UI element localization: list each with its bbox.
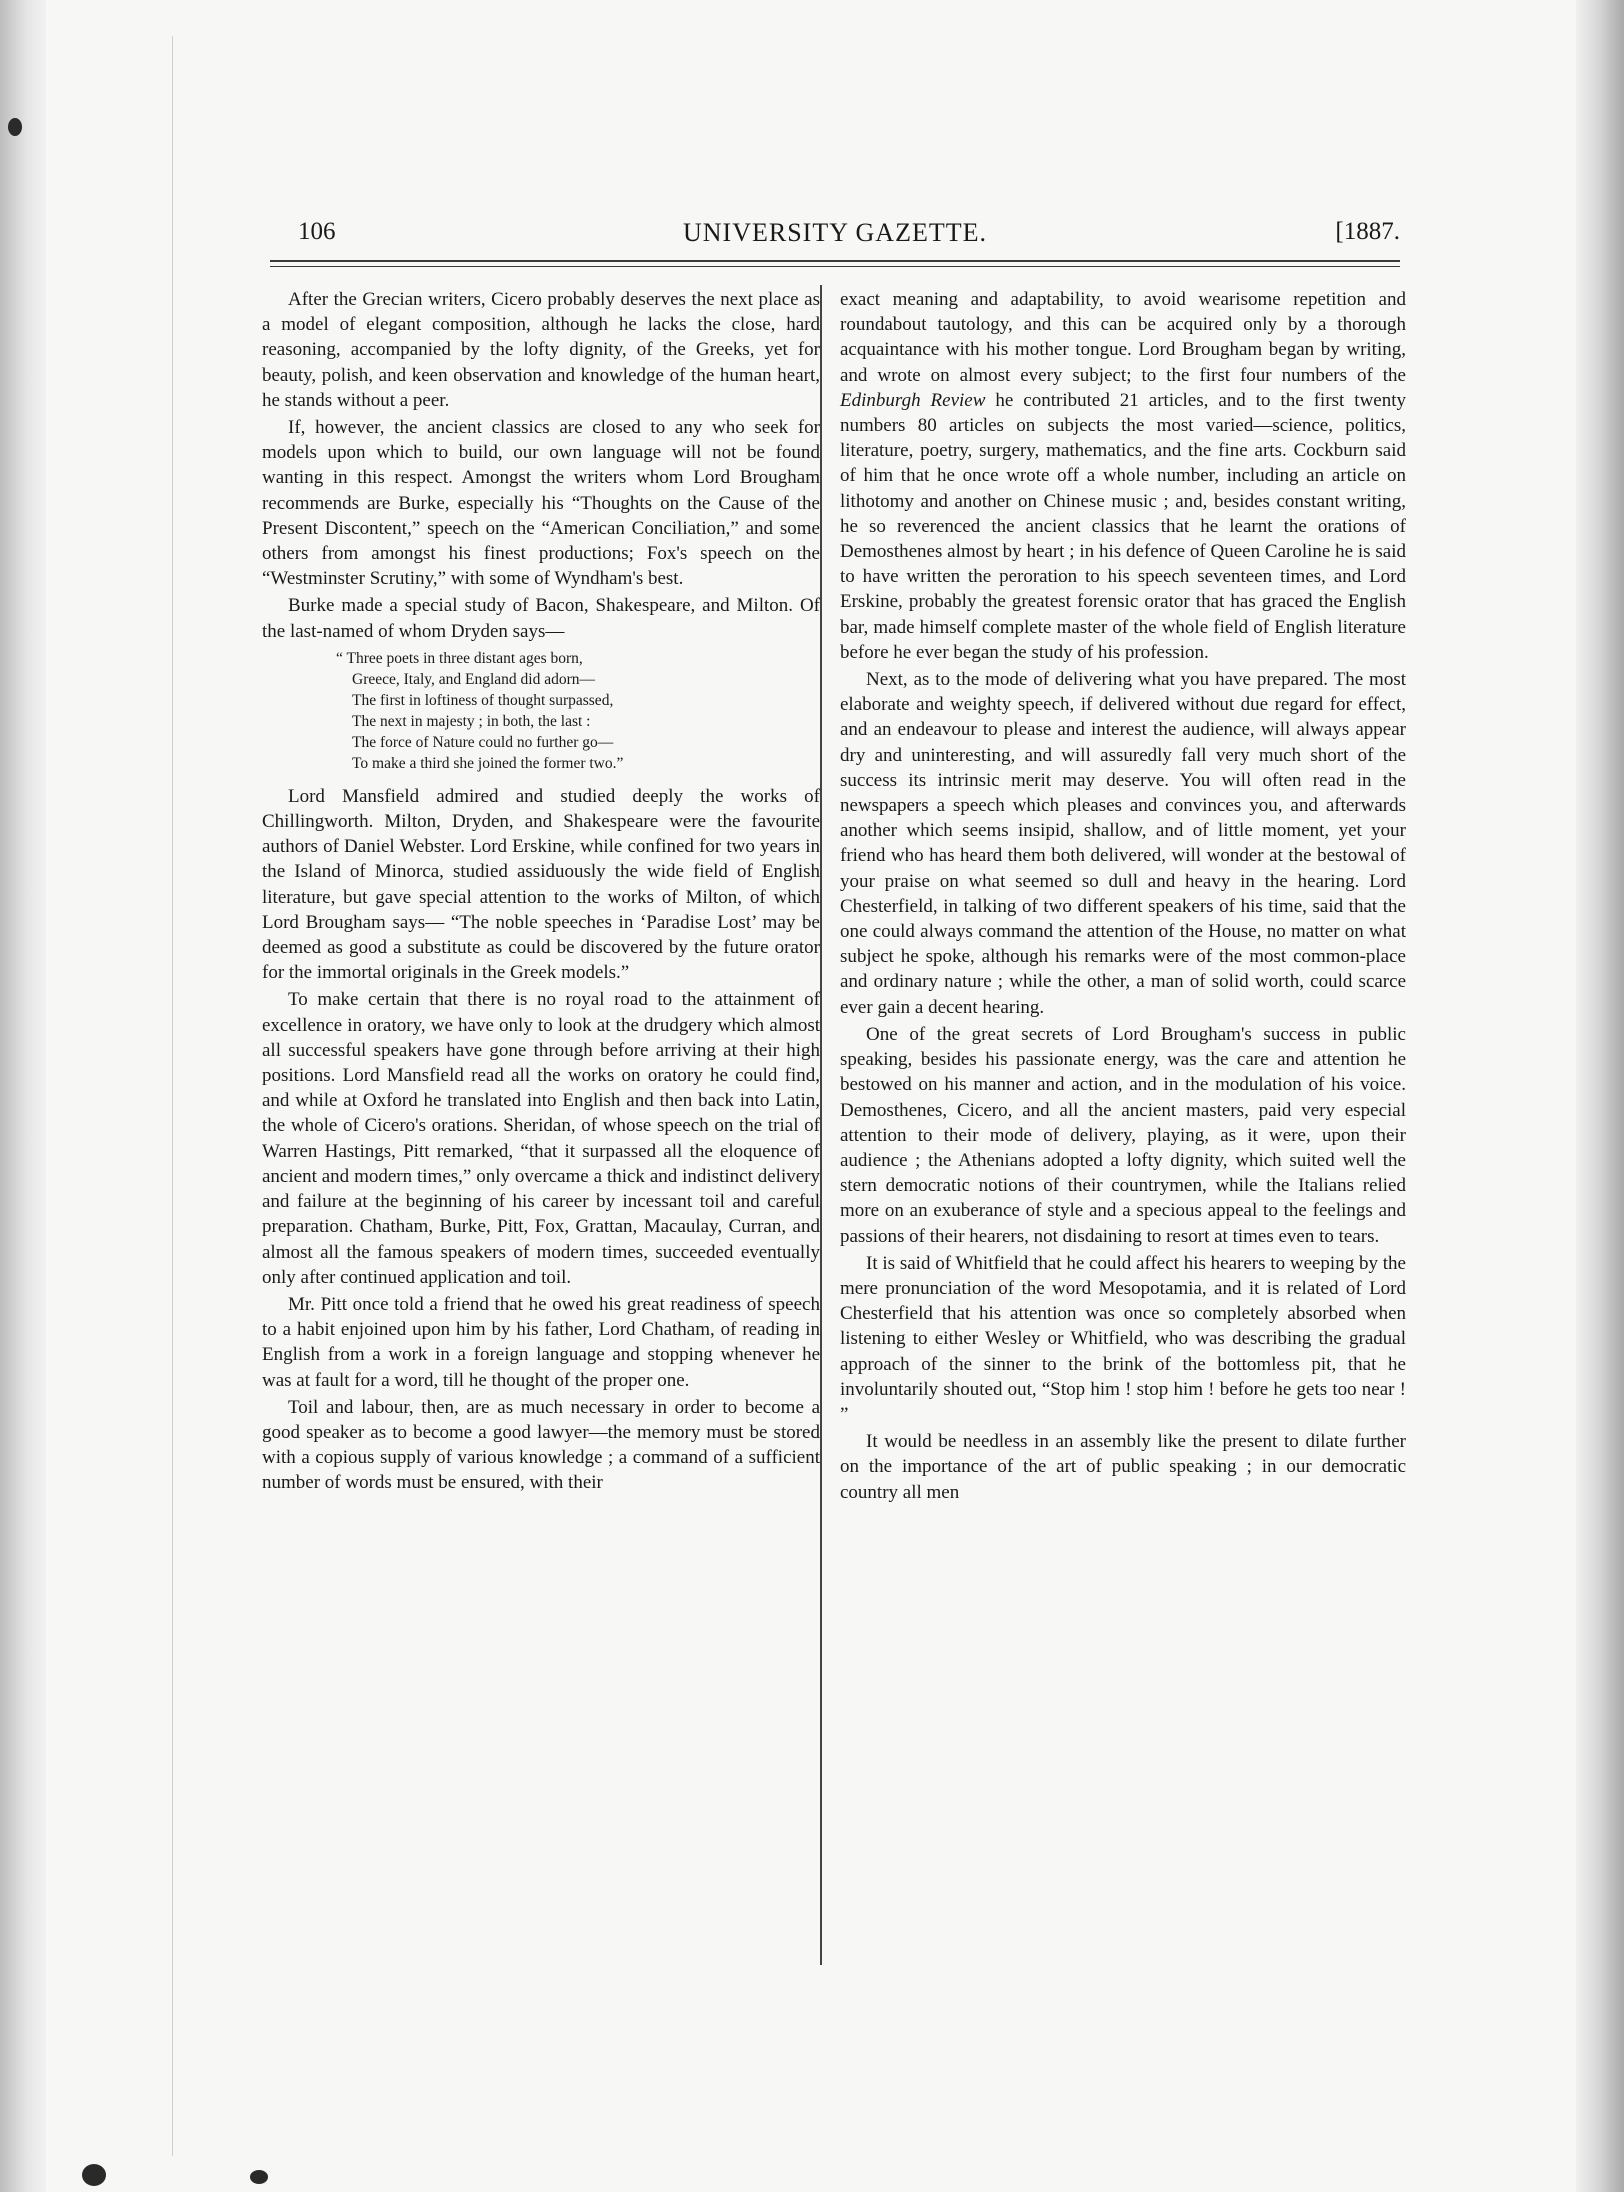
paragraph: One of the great secrets of Lord Brougham's success in public speaking, besides his passionate energy, was the care and attention he bestowed on his manner and action, and in the modulation of his voice. Demosthenes, Cicero, and all the ancient masters, paid very especial attention to their mode of delivery, playing, as it were, upon their audience ; the Athenians adopted a lofty dignity, which suited well the stern democratic notions of their countrymen, while the Italians relied more on an exuberance of style and a specious appeal to the feelings and passions of their hearers, not disdaining to resort at times even to tears. [840, 1023, 1406, 1247]
dryden-quotation [336, 648, 820, 774]
page-number: 106 [298, 218, 336, 245]
paragraph: It would be needless in an assembly like the present to dilate further on the importance of the art of public speaking ; in our democratic country all men [840, 1431, 1406, 1503]
poem-line: The first in loftiness of thought surpassed, [352, 691, 614, 709]
paragraph: Lord Mansfield admired and studied deeply the works of Chillingworth. Milton, Dryden, and Shakespeare were the favourite authors of Daniel Webster. Lord Erskine, while confined for two years in the Island of Minorca, studied assiduously the wide field of English literature, but gave special attention to the works of Milton, of which Lord Brougham says— “The noble speeches in ‘Paradise Lost’ may be deemed as good a substitute as could be discovered by the future orator for the immortal originals in the Greek models.” [262, 785, 820, 984]
scan-smudge-mark [82, 2164, 106, 2186]
paragraph: After the Grecian writers, Cicero probably deserves the next place as a model of elegant composition, although he lacks the close, hard reasoning, accompanied by the lofty dignity, of the Greeks, yet for beauty, polish, and keen observation and knowledge of the human heart, he stands without a peer. [262, 289, 820, 411]
text-run: he contributed 21 articles, and to the first twenty numbers 80 articles on subjects the most varied—science, politics, literature, poetry, surgery, mathematics, and the fine arts. Cockburn said of him that he once wrote off a whole number, including an article on lithotomy and another on Chinese music ; and, besides constant writing, he so reverenced the ancient classics that he learnt the orations of Demosthenes almost by heart ; in his defence of Queen Caroline he is said to have written the peroration to his speech seventeen times, and Lord Erskine, probably the greatest forensic orator that has graced the English bar, made himself complete master of the whole field of English literature before he ever began the study of his profession. [840, 389, 1407, 663]
paragraph: It is said of Whitfield that he could affect his hearers to weeping by the mere pronunciation of the word Mesopotamia, and it is related of Lord Chesterfield that his attention was once so completely absorbed when listening to either Wesley or Whitfield, who was describing the gradual approach of the sinner to the brink of the bottomless pit, that he involuntarily shouted out, “Stop him ! stop him ! before he gets too near ! ” [840, 1252, 1406, 1425]
poem-line: Greece, Italy, and England did adorn— [352, 670, 596, 688]
scan-smudge-mark [250, 2170, 268, 2184]
poem-line: The next in majesty ; in both, the last : [352, 712, 591, 730]
column-divider [820, 285, 822, 1965]
paragraph: To make certain that there is no royal road to the attainment of excellence in oratory, we have only to look at the drudgery which almost all successful speakers have gone through before arriving at their high positions. Lord Mansfield read all the works on oratory he could find, and while at Oxford he translated into English and then back into Latin, the whole of Cicero's orations. Sheridan, of whose speech on the trial of Warren Hastings, Pitt remarked, “that it surpassed all the eloquence of ancient and modern times,” only overcame a thick and indistinct delivery and failure at the beginning of his career by incessant toil and careful preparation. Chatham, Burke, Pitt, Fox, Grattan, Macaulay, Curran, and almost all the famous speakers of modern times, succeeded eventually only after continued application and toil. [262, 989, 820, 1288]
paragraph: Burke made a special study of Bacon, Shakespeare, and Milton. Of the last-named of whom Dryden says— [262, 595, 820, 642]
publication-year: [1887. [1335, 218, 1400, 245]
scan-smudge-mark [8, 118, 22, 136]
header-rule-thin [270, 266, 1400, 267]
left-column [262, 287, 820, 1498]
text-run: exact meaning and adaptability, to avoid wearisome repetition and roundabout tautology, and this can be acquired only by a thorough acquaintance with his mother tongue. Lord Brougham began by writing, and wrote on almost every subject; to the first four numbers of the [840, 289, 1406, 386]
scan-left-edge [0, 0, 46, 2192]
poem-line: The force of Nature could no further go— [352, 733, 614, 751]
right-column [840, 287, 1406, 1507]
periodical-title: Edinburgh Review [840, 389, 986, 411]
poem-line: “ Three poets in three distant ages born, [336, 649, 583, 667]
scan-right-edge [1576, 0, 1624, 2192]
paragraph-continued [840, 287, 1406, 665]
paragraph: Next, as to the mode of delivering what you have prepared. The most elaborate and weighty speech, if delivered without due regard for effect, and an endeavour to please and interest the audience, will always appear dry and uninteresting, and will assuredly fall very much short of the success its intrinsic merit may deserve. You will often read in the newspapers a speech which pleases and convinces you, and afterwards another which seems insipid, shallow, and of little moment, yet your friend who has heard them both delivered, will wonder at the bestowal of your praise on what seemed so dull and heavy in the hearing. Lord Chesterfield, in talking of two different speakers of his time, said that the one could always command the attention of the House, no matter on what subject he spoke, although his remarks were of the most common-place and ordinary nature ; while the other, a man of solid worth, could scarce ever gain a decent hearing. [840, 669, 1406, 1018]
header-rule [270, 260, 1400, 262]
publication-title: UNIVERSITY GAZETTE. [683, 218, 987, 247]
running-header [270, 218, 1400, 262]
paragraph: Mr. Pitt once told a friend that he owed his great readiness of speech to a habit enjoined upon him by his father, Lord Chatham, of reading in English from a work in a foreign language and stopping whenever he was at fault for a word, till he thought of the proper one. [262, 1293, 820, 1391]
paragraph: Toil and labour, then, are as much necessary in order to become a good speaker as to become a good lawyer—the memory must be stored with a copious supply of various knowledge ; a command of a sufficient number of words must be ensured, with their [262, 1396, 820, 1494]
paragraph: If, however, the ancient classics are closed to any who seek for models upon which to build, our own language will not be found wanting in this respect. Amongst the writers whom Lord Brougham recommends are Burke, especially his “Thoughts on the Cause of the Present Discontent,” speech on the “American Conciliation,” and some others from amongst his finest productions; Fox's speech on the “Westminster Scrutiny,” with some of Wyndham's best. [262, 417, 820, 590]
poem-line: To make a third she joined the former two.” [352, 754, 624, 772]
